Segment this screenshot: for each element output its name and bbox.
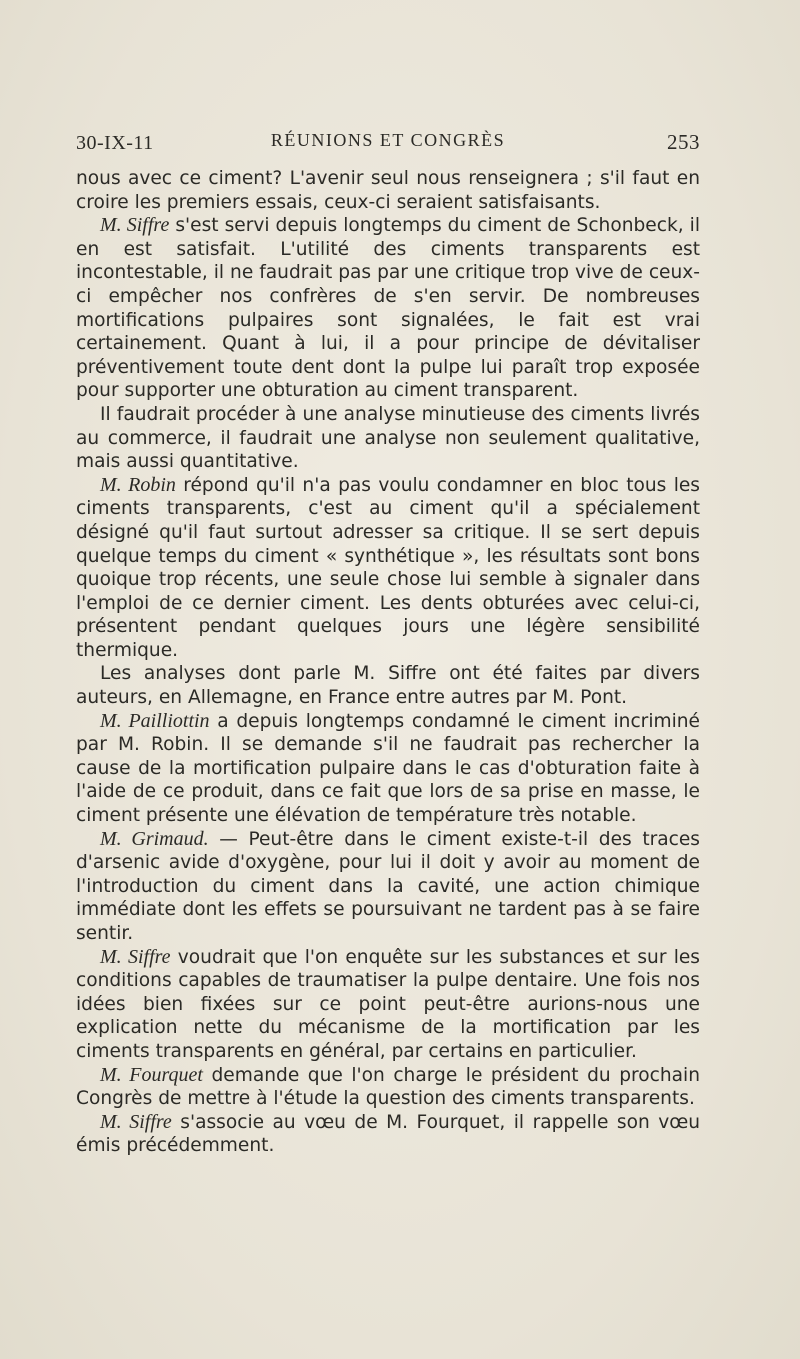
- paragraph: [76, 474, 700, 663]
- paragraph-text: voudrait que l'on enquête sur les substances et sur les conditions capables de traumatiser la pulpe dentaire. Une fois nos idées bien fixées sur ce point peut-être aurions-nous une explication nette du mécanisme de la mortification par les ciments transparents en général, par certains en particulier.: [76, 946, 700, 1062]
- speaker-name: M. Siffre: [100, 1110, 172, 1133]
- speaker-name: M. Fourquet: [100, 1063, 203, 1086]
- body-text: [76, 167, 700, 1158]
- speaker-name: M. Siffre: [100, 945, 171, 968]
- paragraph-text: a depuis longtemps condamné le ciment incriminé par M. Robin. Il se demande s'il ne faudrait pas rechercher la cause de la mortification pulpaire dans le cas d'obturation faite à l'aide de ce produit, dans ce fait que lors de sa prise en masse, le ciment présente une élévation de température très notable.: [76, 710, 700, 827]
- header-title: RÉUNIONS ET CONGRÈS: [270, 130, 506, 150]
- header-date: 30-IX-11: [76, 132, 154, 154]
- paragraph-text: Les analyses dont parle M. Siffre ont été faites par divers auteurs, en Allemagne, en France entre autres par M. Pont.: [76, 663, 700, 709]
- paragraph: [76, 214, 700, 403]
- paragraph: [76, 167, 700, 214]
- paragraph: [76, 1111, 700, 1158]
- page-number: 253: [667, 130, 700, 154]
- paragraph-text: demande que l'on charge le président du prochain Congrès de mettre à l'étude la question des ciments transparents.: [76, 1064, 700, 1110]
- paragraph-text: s'associe au vœu de M. Fourquet, il rappelle son vœu émis précédemment.: [76, 1111, 701, 1157]
- paragraph: [76, 710, 700, 828]
- running-header: [76, 130, 700, 160]
- paragraph: [76, 1064, 700, 1111]
- speaker-name: M. Siffre: [100, 214, 170, 237]
- speaker-name: M. Robin: [100, 473, 176, 496]
- paragraph: [76, 946, 700, 1064]
- paragraph: [76, 828, 700, 946]
- paragraph-text: s'est servi depuis longtemps du ciment de Schonbeck, il en est satisfait. L'utilité des ciments transparents est incontestable, il ne faudrait pas par une critique trop vive de ceux-ci empêcher nos confrères de s'en servir. De nombreuses mortifications pulpaires sont signalées, le fait est vrai certainement. Quant à lui, il a pour principe de dévitaliser préventivement toute dent dont la pulpe lui paraît trop exposée pour supporter une obturation au ciment transparent.: [76, 215, 700, 402]
- speaker-name: M. Pailliottin: [100, 709, 210, 732]
- paragraph-text: répond qu'il n'a pas voulu condamner en bloc tous les ciments transparents, c'est au ciment qu'il a spécialement désigné qu'il faut surtout adresser sa critique. Il se sert depuis quelque temps du ciment « synthétique », les résultats sont bons quoique trop récents, une seule chose lui semble à signaler dans l'emploi de ce dernier ciment. Les dents obturées avec celui-ci, présentent pendant quelques jours une légère sensibilité thermique.: [76, 474, 700, 661]
- paragraph: [76, 403, 700, 474]
- paragraph-text: — Peut-être dans le ciment existe-t-il des traces d'arsenic avide d'oxygène, pour lui il doit y avoir au moment de l'introduction du ciment dans la cavité, une action chimique immédiate dont les effets se poursuivant ne tardent pas à se faire sentir.: [76, 828, 700, 944]
- speaker-name: M. Grimaud.: [100, 827, 209, 850]
- paragraph-text: Il faudrait procéder à une analyse minutieuse des ciments livrés au commerce, il faudrait une analyse non seulement qualitative, mais aussi quantitative.: [76, 403, 700, 473]
- paragraph-text: nous avec ce ciment? L'avenir seul nous renseignera ; s'il faut en croire les premiers essais, ceux-ci seraient satisfaisants.: [76, 168, 700, 213]
- paragraph: [76, 662, 700, 709]
